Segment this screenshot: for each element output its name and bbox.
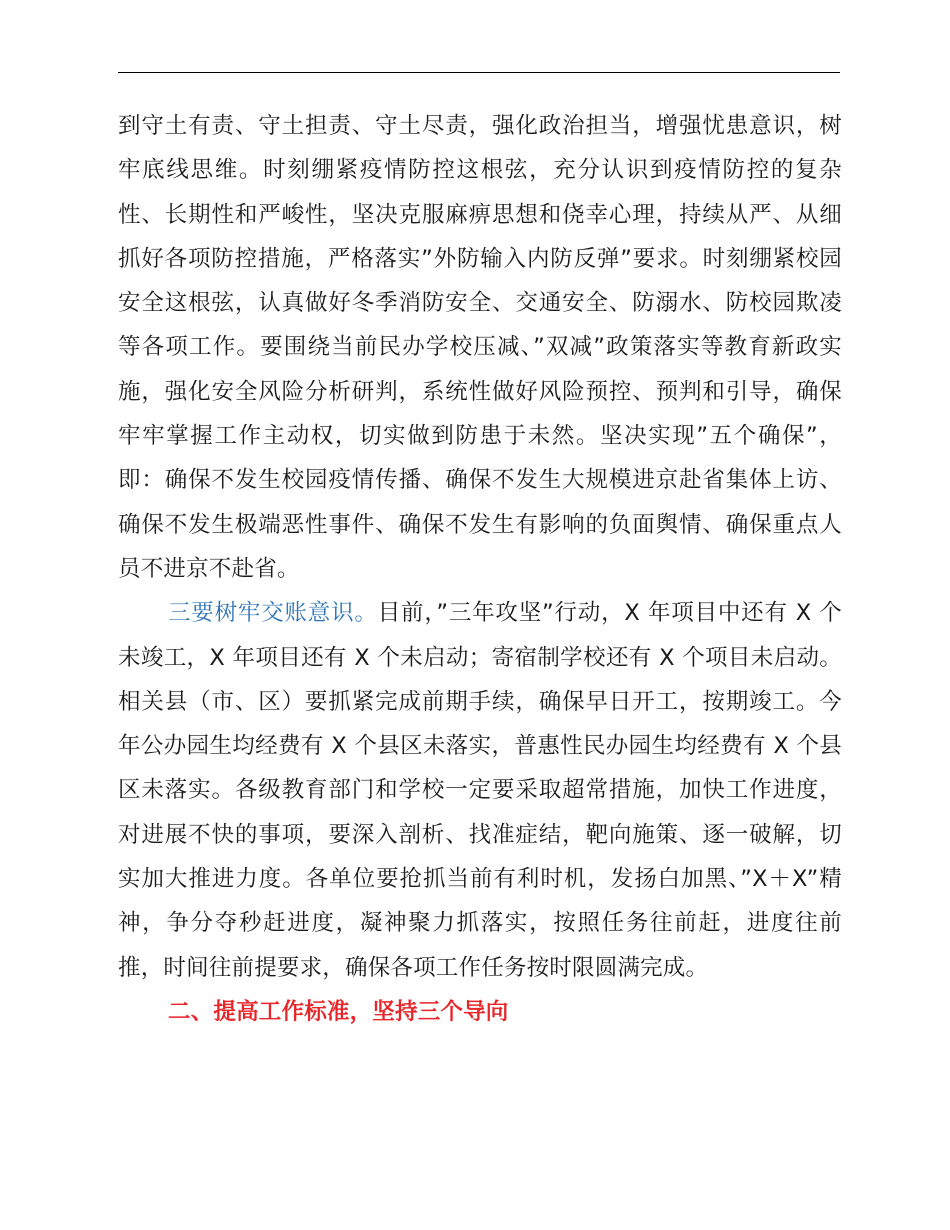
- paragraph-text: 目前，”三年攻坚”行动，X 年项目中还有 X 个未竣工，X 年项目还有 X 个未启动；寄宿制学校还有 X 个项目未启动。相关县（市、区）要抓紧完成前期手续，确保早日开工，按期竣工。今年公办园生均经费有 X 个县区未落实，普惠性民办园生均经费有 X 个县区未落实。各级教育部门和学校一定要采取超常措施，加快工作进度，对进展不快的事项，要深入剖析、找准症结，靶向施策、逐一破解，切实加大推进力度。各单位要抢抓当前有利时机，发扬白加黑、”X＋X”精神，争分夺秒赶进度，凝神聚力抓落实，按照任务往前赶，进度往前推，时间往前提要求，确保各项工作任务按时限圆满完成。: [118, 600, 842, 981]
- paragraph-lead-heading: 三要树牢交账意识。: [168, 600, 378, 627]
- section-heading: 二、提高工作标准，坚持三个导向: [168, 998, 509, 1025]
- header-rule: [118, 72, 840, 73]
- paragraph-continuation: [118, 104, 842, 591]
- paragraph-accountability: [118, 591, 842, 990]
- paragraph-text: 到守土有责、守土担责、守土尽责，强化政治担当，增强忧患意识，树牢底线思维。时刻绷紧疫情防控这根弦，充分认识到疫情防控的复杂性、长期性和严峻性，坚决克服麻痹思想和侥幸心理，持续从严、从细抓好各项防控措施，严格落实”外防输入内防反弹”要求。时刻绷紧校园安全这根弦，认真做好冬季消防安全、交通安全、防溺水、防校园欺凌等各项工作。要围绕当前民办学校压减、”双减”政策落实等教育新政实施，强化安全风险分析研判，系统性做好风险预控、预判和引导，确保牢牢掌握工作主动权，切实做到防患于未然。坚决实现”五个确保”，即：确保不发生校园疫情传播、确保不发生大规模进京赴省集体上访、确保不发生极端恶性事件、确保不发生有影响的负面舆情、确保重点人员不进京不赴省。: [118, 113, 842, 582]
- document-body: [118, 104, 842, 1034]
